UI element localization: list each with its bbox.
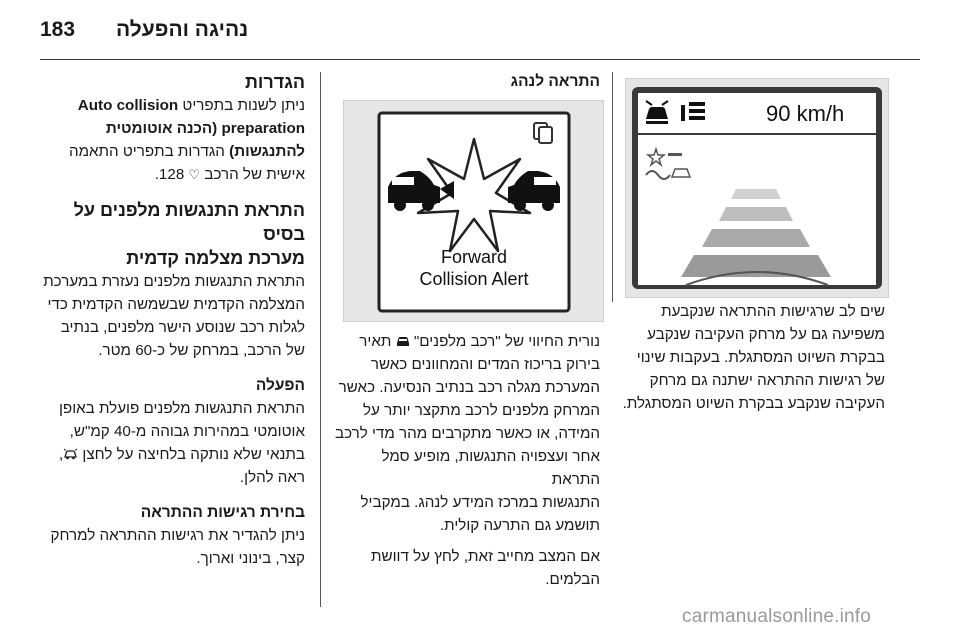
settings-line-4: [40, 163, 305, 186]
page-number: 183: [40, 18, 76, 41]
middle-body-line: המערכת מגלה רכב בנתיב הנסיעה. כאשר: [338, 379, 600, 396]
headway-display-illustration: [626, 79, 888, 297]
activation-text: ,: [58, 446, 64, 463]
activation-text: בתנאי שלא נותקה בלחיצה על לחצן: [78, 446, 305, 463]
settings-heading: הגדרות: [245, 72, 305, 92]
middle-body2-line: הבלמים.: [545, 571, 600, 588]
column-divider-left: [612, 72, 613, 302]
middle-body-line: המידה, או כאשר מתקרבים מהר מדי לרכב: [334, 425, 600, 442]
settings-text: הגדרות בתפריט התאמה: [68, 143, 230, 160]
sensitivity-line: ניתן להגדיר את רגישות ההתראה למרחק: [50, 527, 305, 544]
alert-heading-2: מערכת מצלמה קדמית: [126, 248, 305, 268]
heart-icon: ♡: [188, 167, 201, 182]
collision-alert-illustration: [344, 101, 603, 321]
header-divider: [40, 59, 920, 60]
activation-line-1: התראת התנגשות מלפנים פועלת באופן: [58, 400, 305, 417]
alert-body-line: של הרכב, במרחק של כ-60 מטר.: [98, 342, 305, 359]
settings-line-3: [40, 140, 305, 163]
middle-body-line: התנגשות במרכז המידע לנהג. במקביל: [360, 494, 600, 511]
left-body-line: שים לב שרגישות ההתראה שנקבעת: [661, 303, 885, 320]
left-body-line: של רגישות ההתראה ישתנה גם מרחק: [649, 372, 885, 389]
middle-body-line-1: [335, 330, 600, 353]
menu-name: Auto collision: [77, 97, 179, 114]
alert-text-line-1: Forward: [440, 247, 508, 267]
left-body-line: העקיבה שנקבע בבקרת השיוט המסתגלת.: [622, 395, 885, 412]
alert-body-line: התראת התנגשות מלפנים נעזרת במערכת: [43, 273, 305, 290]
middle-body-line: בירוק בריכוז המדים והמחוונים כאשר: [370, 356, 600, 373]
sensitivity-heading: בחירת רגישות ההתראה: [140, 504, 305, 521]
alert-heading-1: התראת התנגשות מלפנים על בסיס: [73, 200, 305, 244]
settings-line-2: preparation (הכנה אוטומטית: [105, 120, 305, 137]
alert-text-line-2: Collision Alert: [419, 269, 529, 289]
middle-body-line: המרחק מלפנים לרכב מתקצר יותר על: [362, 402, 600, 419]
settings-line-1: [40, 94, 305, 117]
driver-alert-heading: התראה לנהג: [510, 73, 600, 90]
watermark: carmanualsonline.info: [682, 606, 872, 627]
alert-body-line: המצלמה הקדמית שבשמשה הקדמית כדי: [47, 296, 305, 313]
activation-heading: הפעלה: [255, 377, 305, 394]
column-right: [40, 70, 305, 570]
settings-text: ניתן לשנות בתפריט: [178, 97, 305, 114]
page-header: [0, 0, 960, 62]
middle-text: תאיר: [359, 333, 396, 350]
sensitivity-line: קצר, בינוני וארוך.: [196, 550, 305, 567]
middle-text: נורית החיווי של "רכב מלפנים": [409, 333, 600, 350]
activation-line-3: [40, 443, 305, 466]
left-body-line: בבקרת השיוט המסתגלת. בעקבות שינוי: [636, 349, 885, 366]
middle-body-line: תושמע גם התרעה קולית.: [439, 517, 600, 534]
column-middle-body: [335, 330, 600, 591]
car-warning-icon: [63, 446, 78, 463]
speed-readout: 90 km/h: [766, 101, 845, 126]
left-body-line: משפיעה גם על מרחק העקיבה שנקבע: [647, 326, 885, 343]
page-reference: 128.: [154, 166, 189, 183]
column-middle: [335, 70, 600, 93]
activation-line-4: ראה להלן.: [239, 469, 305, 486]
alert-body-line: לגלות רכב שנוסע הישר מלפנים, בנתיב: [60, 319, 305, 336]
middle-body2-line: אם המצב מחייב זאת, לחץ על דוושת: [371, 548, 600, 565]
menu-name-end: להתנגשות): [229, 143, 305, 160]
column-left-body: [620, 300, 885, 415]
collision-alert-figure: [343, 100, 604, 322]
activation-line-2: אוטומטי במהירות גבוהה מ-40 קמ"ש,: [69, 423, 305, 440]
middle-body-line: אחר ועצפויה התנגשות, מופיע סמל התראת: [381, 448, 600, 488]
settings-text: אישית של הרכב: [200, 166, 305, 183]
chapter-title: נהיגה והפעלה: [116, 18, 249, 41]
headway-display-figure: [625, 78, 889, 298]
column-divider-right: [320, 72, 321, 607]
car-front-icon: [396, 333, 410, 350]
